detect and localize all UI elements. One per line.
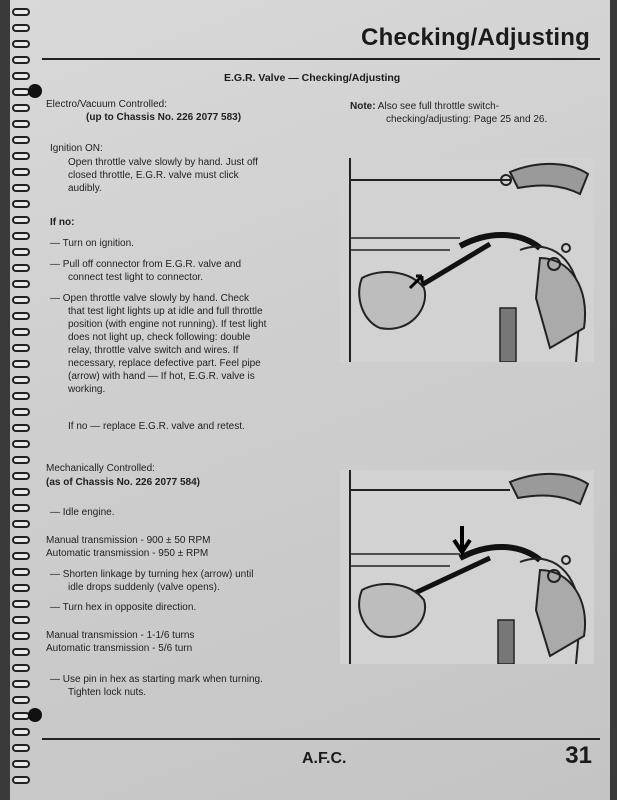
section-title: E.G.R. Valve — Checking/Adjusting <box>224 72 401 84</box>
bullet-turn-hex: — Turn hex in opposite direction. <box>50 602 197 613</box>
rpm-automatic: Automatic transmission - 950 ± RPM <box>46 548 209 559</box>
footer-divider <box>42 738 600 740</box>
footer-title: A.F.C. <box>302 750 347 767</box>
turns-manual: Manual transmission - 1-1/6 turns <box>46 630 195 641</box>
replace-egr-note: If no — replace E.G.R. valve and retest. <box>68 421 245 432</box>
punch-hole <box>28 84 42 98</box>
bullet-use-pin: — Use pin in hex as starting mark when turning. Tighten lock nuts. <box>50 674 263 698</box>
page-number: 31 <box>565 742 592 769</box>
bullet-turn-on-ignition: — Turn on ignition. <box>50 238 134 249</box>
spiral-binding <box>10 0 34 800</box>
bullet-idle-engine: — Idle engine. <box>50 507 115 518</box>
electro-heading: Electro/Vacuum Controlled: <box>46 99 167 110</box>
mech-heading: Mechanically Controlled: <box>46 463 155 474</box>
header-divider <box>42 58 600 60</box>
electro-chassis: (up to Chassis No. 226 2077 583) <box>86 112 242 123</box>
rpm-manual: Manual transmission - 900 ± 50 RPM <box>46 535 211 546</box>
if-no-label: If no: <box>50 217 75 228</box>
page-header-title: Checking/Adjusting <box>361 24 590 51</box>
bullet-pull-connector: — Pull off connector from E.G.R. valve and connect test light to connector. <box>50 259 242 283</box>
bullet-shorten-linkage: — Shorten linkage by turning hex (arrow) until idle drops suddenly (valve opens). <box>50 569 254 593</box>
step-open-throttle: Open throttle valve slowly by hand. Just off closed throttle, E.G.R. valve must click audibly. <box>68 157 258 194</box>
ignition-on-label: Ignition ON: <box>50 143 103 154</box>
mech-chassis: (as of Chassis No. 226 2077 584) <box>46 477 200 488</box>
turns-automatic: Automatic transmission - 5/6 turn <box>46 643 193 654</box>
punch-hole <box>28 708 42 722</box>
manual-page <box>10 0 610 800</box>
note-block: Note: Also see full throttle switch- checking/adjusting: Page 25 and 26. <box>350 101 548 125</box>
bullet-check-test-light: — Open throttle valve slowly by hand. Check that test light lights up at idle and full throttle position (with engine not running). If test light does not light up, check following: double relay, throttle valve switch and wires. If necessary, replace defective part. Feel pipe (arrow) with hand — If hot, E.G.R. valve is working. <box>50 293 267 395</box>
egr-figure-electro <box>340 158 594 362</box>
egr-figure-mechanical <box>340 470 594 664</box>
